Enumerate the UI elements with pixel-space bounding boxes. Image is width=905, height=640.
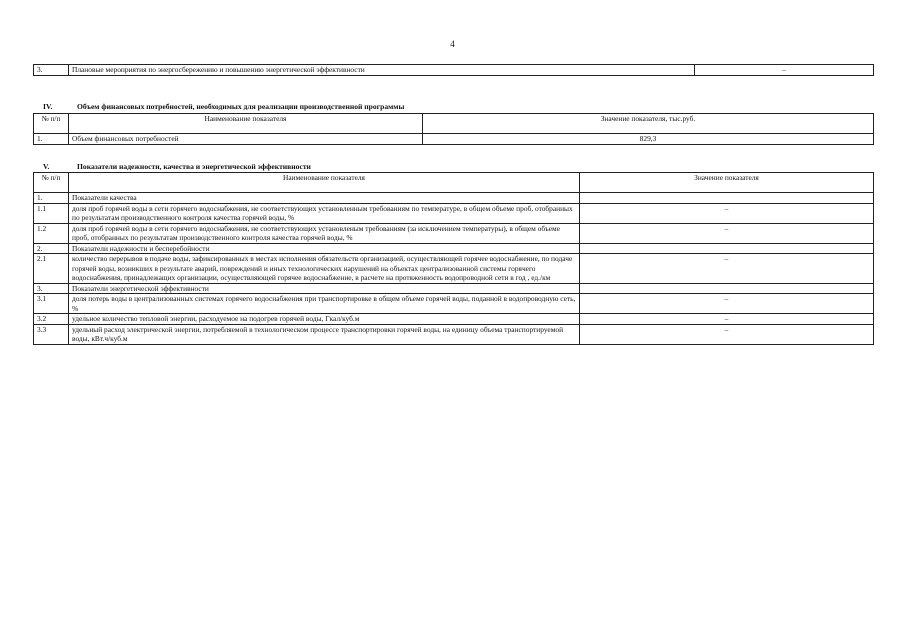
- row-name: Плановые мероприятия по энергосбережению и повышению энергетической эффективности: [69, 65, 695, 76]
- section4-heading: [43, 102, 404, 111]
- table-header-row: [34, 114, 874, 134]
- table-row: [34, 134, 874, 145]
- row-name: Объем финансовых потребностей: [69, 134, 423, 145]
- row-name: удельный расход электрической энергии, потребляемой в технологическом процессе транспортировки горячей воды, на единицу объема транспортируемой воды, кВт.ч/куб.м: [69, 324, 580, 344]
- section5-table: [33, 172, 874, 345]
- row-number: 2.1: [34, 254, 69, 284]
- table-row: [34, 324, 874, 344]
- header-value: Значение показателя, тыс.руб.: [423, 114, 874, 134]
- row-number: 1.: [34, 134, 69, 145]
- row-value: –: [580, 254, 874, 284]
- header-value: Значение показателя: [580, 173, 874, 193]
- row-number: 3.: [34, 283, 69, 294]
- table-header-row: [34, 173, 874, 193]
- header-name: Наименование показателя: [69, 114, 423, 134]
- row-number: 3.2: [34, 314, 69, 325]
- row-value: –: [580, 314, 874, 325]
- row-name: доля проб горячей воды в сети горячего водоснабжения, не соответствующих установленым требованиям (за исключением температуры), в общем объеме проб, отобранных по результатам производственного контроля качества горячей воды, %: [69, 223, 580, 243]
- table-row: [34, 65, 874, 76]
- section5-title: Показатели надежности, качества и энергетической эффективности: [77, 162, 311, 171]
- header-name: Наименование показателя: [69, 173, 580, 193]
- row-name: доля потерь воды в централизованных системах горячего водоснабжения при транспортировке в общем объеме горячей воды, поданной в водопроводную сеть, %: [69, 294, 580, 314]
- table-row: [34, 294, 874, 314]
- table-row: [34, 243, 874, 254]
- table-row: [34, 203, 874, 223]
- row-value: [580, 193, 874, 204]
- row-value: –: [580, 203, 874, 223]
- section4-roman: IV.: [43, 102, 53, 111]
- row-name: Показатели качества: [69, 193, 580, 204]
- row-name: удельное количество тепловой энергии, расходуемое на подогрев горячей воды, Гкал/куб.м: [69, 314, 580, 325]
- row-number: 1.: [34, 193, 69, 204]
- page-number: 4: [450, 39, 455, 49]
- row-name: количество перерывов в подаче воды, зафиксированных в местах исполнения обязательств организацией, осуществляющей горячее водоснабжение, по подаче горячей воды, возникших в результате аварий, повреждений и иных технологических нарушений на объектах централизованной системы горячего водоснабжения, принадлежащих организации, осуществляющей горячее водоснабжение, в расчете на протяженность водопроводной сети в год , ед./км: [69, 254, 580, 284]
- table-row: [34, 283, 874, 294]
- section3-table: [33, 64, 874, 76]
- table-row: [34, 193, 874, 204]
- row-value: –: [580, 294, 874, 314]
- section4-table: [33, 113, 874, 145]
- row-value: [580, 283, 874, 294]
- row-value: –: [580, 324, 874, 344]
- table-row: [34, 223, 874, 243]
- row-number: 3.1: [34, 294, 69, 314]
- header-number: № п/п: [34, 173, 69, 193]
- row-name: Показатели энергетической эффективности: [69, 283, 580, 294]
- row-name: доля проб горячей воды в сети горячего водоснабжения, не соответствующих установленным требованиям по температуре, в общем объеме проб, отобранных по результатам производственного контроля качества горячей воды, %: [69, 203, 580, 223]
- row-name: Показатели надежности и бесперебойности: [69, 243, 580, 254]
- row-number: 1.1: [34, 203, 69, 223]
- table-row: [34, 254, 874, 284]
- row-value: –: [695, 65, 874, 76]
- section4-title: Объем финансовых потребностей, необходимых для реализации производственной программы: [77, 102, 405, 111]
- row-number: 3.3: [34, 324, 69, 344]
- section5-roman: V.: [43, 162, 50, 171]
- row-value: 829,3: [423, 134, 874, 145]
- row-number: 2.: [34, 243, 69, 254]
- section5-heading: [43, 162, 311, 171]
- table-row: [34, 314, 874, 325]
- row-number: 1.2: [34, 223, 69, 243]
- row-number: 3.: [34, 65, 69, 76]
- row-value: –: [580, 223, 874, 243]
- header-number: № п/п: [34, 114, 69, 134]
- row-value: [580, 243, 874, 254]
